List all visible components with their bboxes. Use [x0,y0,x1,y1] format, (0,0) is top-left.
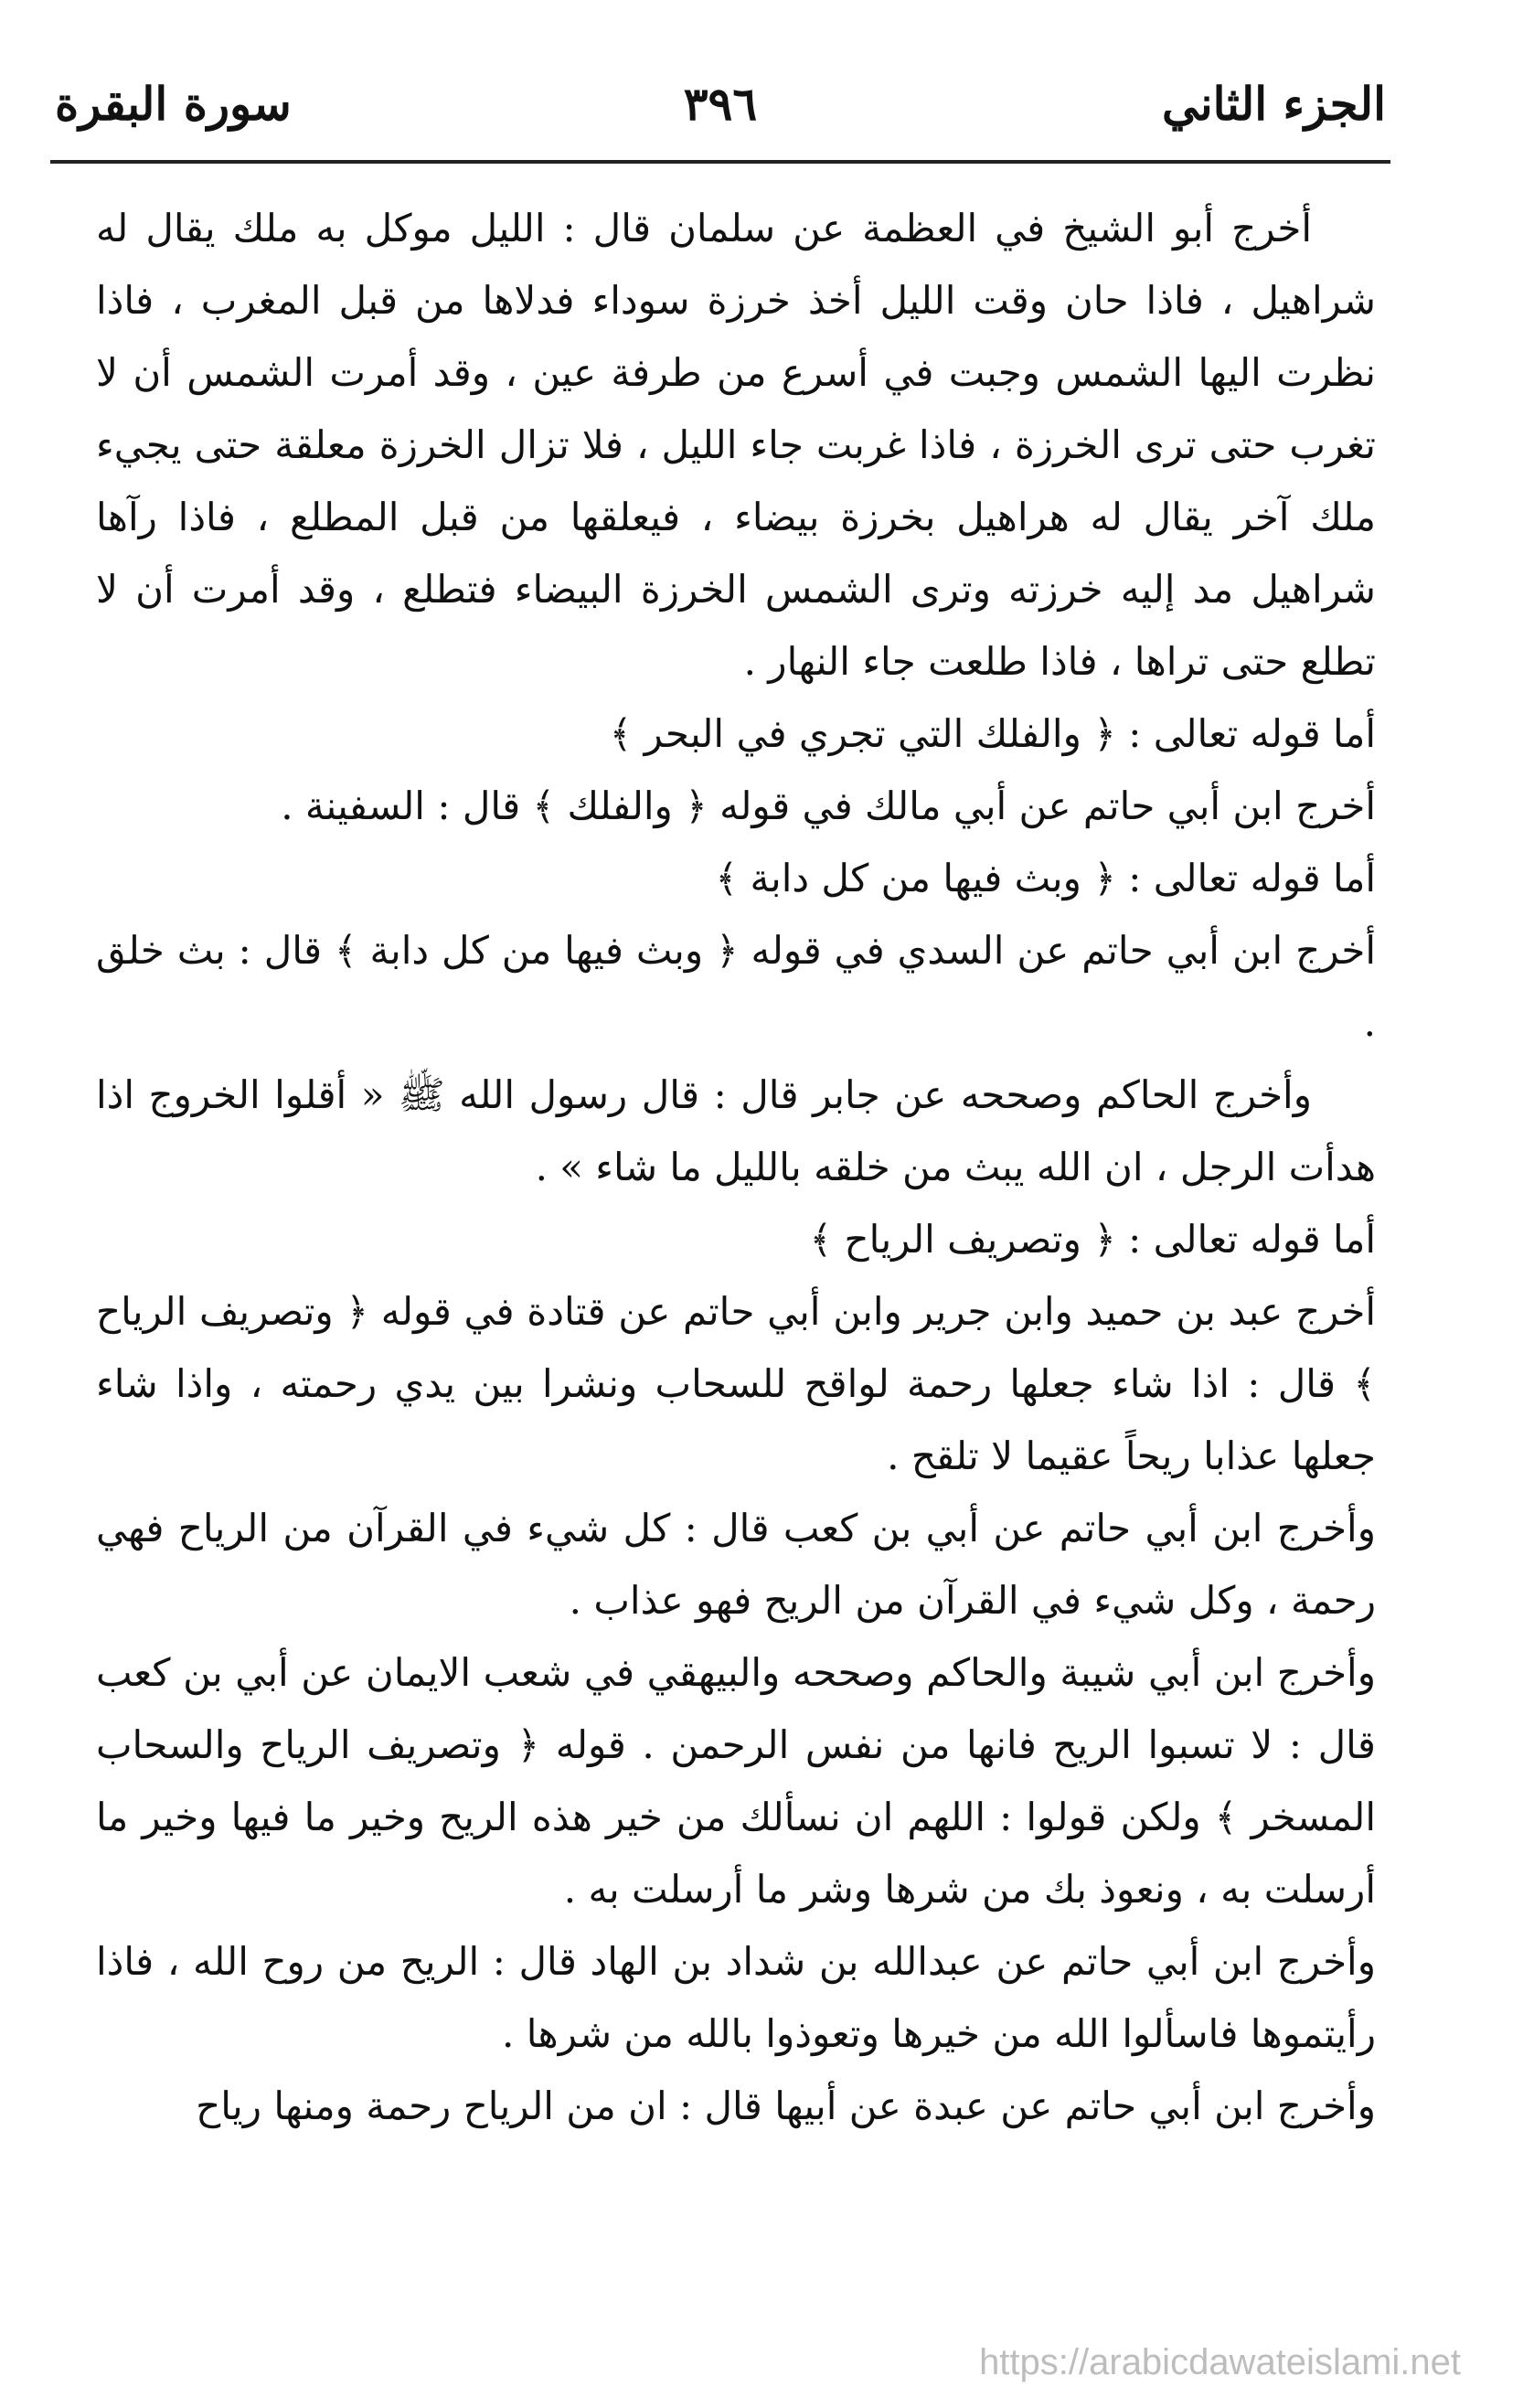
paragraph: وأخرج ابن أبي حاتم عن عبدالله بن شداد بن الهاد قال : الريح من روح الله ، فاذا رأيتموها فاسألوا الله من خيرها وتعوذوا بالله من شرها . [96,1939,1376,2056]
paragraph: أما قوله تعالى : ﴿ وبث فيها من كل دابة ﴾ [715,856,1376,900]
running-head-part: الجزء الثاني [1162,77,1386,131]
page-number: ٣٩٦ [683,77,758,131]
paragraph: وأخرج ابن أبي حاتم عن أبي بن كعب قال : كل شيء في القرآن من الرياح فهي رحمة ، وكل شيء في القرآن من الريح فهو عذاب . [96,1506,1376,1623]
watermark-url: https://arabicdawateislami.net [979,2342,1461,2382]
page-body [96,192,1376,2142]
paragraph: أخرج عبد بن حميد وابن جرير وابن أبي حاتم عن قتادة في قوله ﴿ وتصريف الرياح ﴾ قال : اذا شاء جعلها رحمة لواقح للسحاب ونشرا بين يدي رحمته ، واذا شاء جعلها عذابا ريحاً عقيما لا تلقح . [96,1289,1376,1478]
paragraph: أخرج أبو الشيخ في العظمة عن سلمان قال : الليل موكل به ملك يقال له شراهيل ، فاذا حان وقت الليل أخذ خرزة سوداء فدلاها من قبل المغرب ، فاذا نظرت اليها الشمس وجبت في أسرع من طرفة عين ، وقد أمرت الشمس أن لا تغرب حتى ترى الخرزة ، فاذا غربت جاء الليل ، فلا تزال الخرزة معلقة حتى يجيء ملك آخر يقال له هراهيل بخرزة بيضاء ، فيعلقها من قبل المطلع ، فاذا رآها شراهيل مد إليه خرزته وترى الشمس الخرزة البيضاء فتطلع ، وقد أمرت أن لا تطلع حتى تراها ، فاذا طلعت جاء النهار . [96,206,1376,684]
page-header [55,77,1386,159]
header-divider [50,160,1390,164]
paragraph: وأخرج ابن أبي شيبة والحاكم وصححه والبيهقي في شعب الايمان عن أبي بن كعب قال : لا تسبوا الريح فانها من نفس الرحمن . قوله ﴿ وتصريف الرياح والسحاب المسخر ﴾ ولكن قولوا : اللهم ان نسألك من خير هذه الريح وخير ما فيها وخير ما أرسلت به ، ونعوذ بك من شرها وشر ما أرسلت به . [96,1650,1376,1912]
paragraph: أما قوله تعالى : ﴿ والفلك التي تجري في البحر ﴾ [609,711,1376,756]
running-head-surah: سورة البقرة [55,77,292,131]
paragraph: وأخرج الحاكم وصححه عن جابر قال : قال رسول الله ﷺ « أقلوا الخروج اذا هدأت الرجل ، ان الله يبث من خلقه بالليل ما شاء » . [96,1072,1376,1189]
paragraph: أخرج ابن أبي حاتم عن السدي في قوله ﴿ وبث فيها من كل دابة ﴾ قال : بث خلق . [96,928,1376,1045]
paragraph: وأخرج ابن أبي حاتم عن عبدة عن أبيها قال : ان من الرياح رحمة ومنها رياح [196,2083,1376,2128]
paragraph: أخرج ابن أبي حاتم عن أبي مالك في قوله ﴿ والفلك ﴾ قال : السفينة . [281,783,1376,828]
paragraph: أما قوله تعالى : ﴿ وتصريف الرياح ﴾ [809,1217,1376,1262]
